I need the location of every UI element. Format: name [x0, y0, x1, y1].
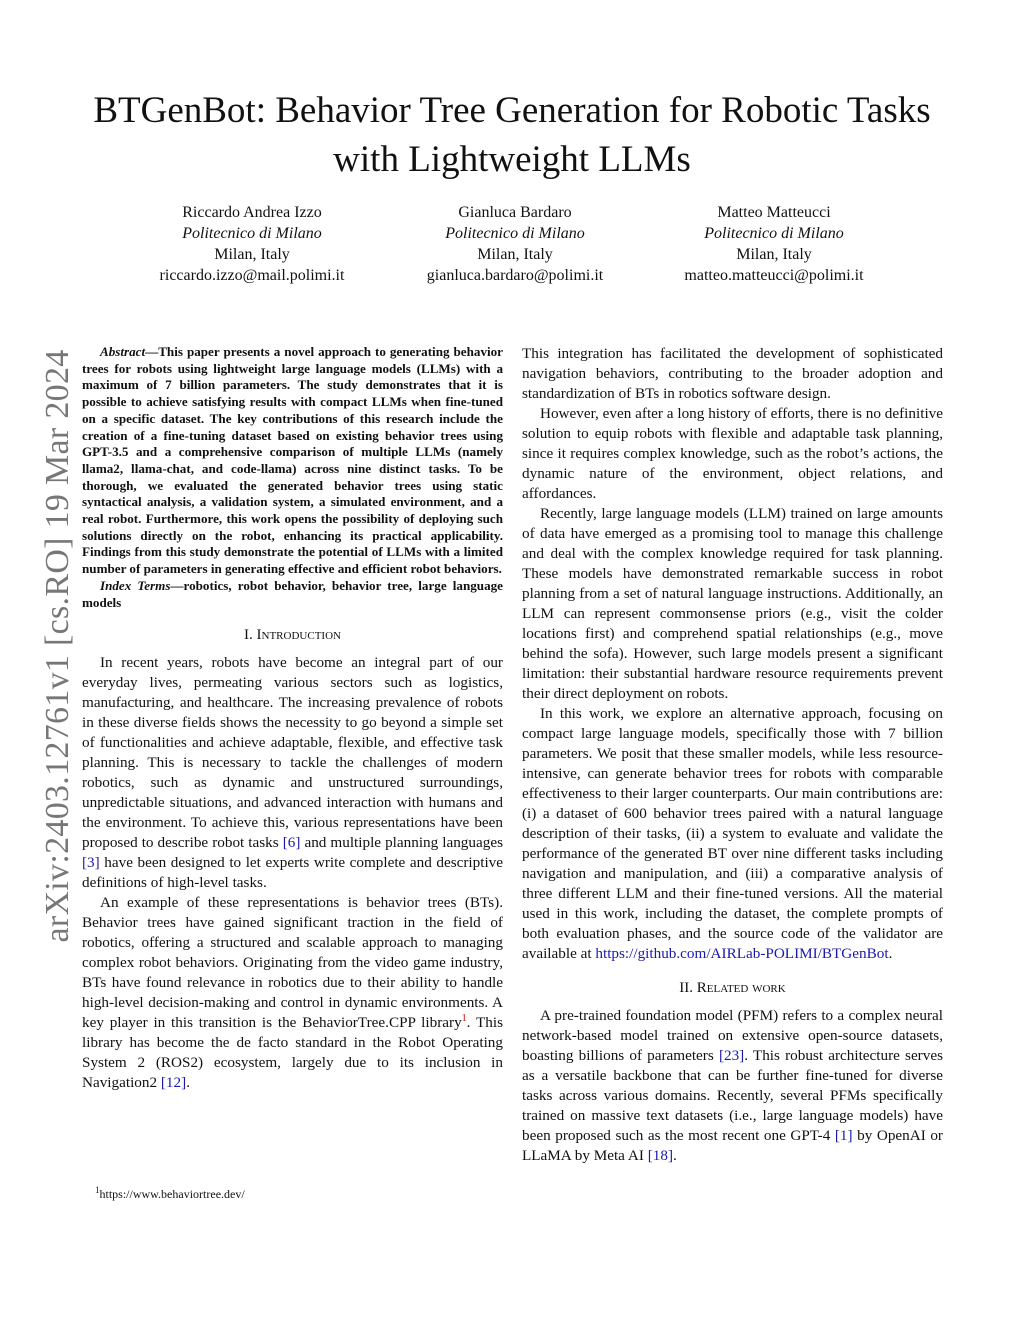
section-heading-related-work: II. Related work — [679, 980, 786, 996]
author-email: matteo.matteucci@polimi.it — [684, 267, 864, 284]
author-affiliation: Politecnico di Milano — [445, 225, 585, 242]
footnote-url[interactable]: https://www.behaviortree.dev/ — [99, 1187, 245, 1201]
author-name: Riccardo Andrea Izzo — [182, 204, 322, 221]
author-block-1 — [102, 202, 402, 286]
paper-title: BTGenBot: Behavior Tree Generation for Robotic Tasks with Lightweight LLMs — [93, 90, 931, 180]
paragraph: A pre-trained foundation model (PFM) refers to a complex neural network-based model trained on extensive open-source datasets, boasting billions of parameters [23]. This robust architecture serves as a versatile backbone that can be further fine-tuned for diverse tasks across various domains. Recently, several PFMs specifically trained on massive text datasets (i.e., large language models) have been proposed such as the most recent one GPT-4 [1] by OpenAI or LLaMA by Meta AI [18]. — [522, 1007, 943, 1164]
author-affiliation: Politecnico di Milano — [704, 225, 844, 242]
citation-link[interactable]: [6] — [282, 834, 301, 852]
paragraph: In this work, we explore an alternative approach, focusing on compact large language models, specifically those with 7 billion parameters. We posit that these smaller models, while less resource-intensive, can generate behavior trees for robots with comparable effectiveness to their larger counterparts. Our main contributions are: (i) a dataset of 600 behavior trees paired with a natural language description of their tasks, (ii) a system to evaluate and validate the performance of the generated BT over nine different tasks including navigation and manipulation, and (iii) a comparative analysis of three different LLM and their fine-tuned versions. All the material used in this work, including the dataset, the complete prompts of both evaluation phases, and the source code of the validator are available at https://github.com/AIRLab-POLIMI/BTGenBot. — [522, 705, 943, 962]
right-column — [522, 344, 943, 1166]
author-location: Milan, Italy — [477, 246, 553, 263]
abstract-text: —This paper presents a novel approach to generating behavior trees for robots using lightweight large language models (LLMs) with a maximum of 7 billion parameters. The study demonstrates that it is possible to achieve satisfying results with compact LLMs when fine-tuned on a specific dataset. The key contributions of this research include the creation of a fine-tuning dataset based on existing behavior trees using GPT-3.5 and a comprehensive comparison of multiple LLMs (namely llama2, llama-chat, and code-llama) across nine distinct tasks. To be thorough, we evaluated the generated behavior trees using static syntactical analysis, a validation system, a simulated environment, and a real robot. Furthermore, this work opens the possibility of deploying such solutions directly on the robot, enhancing its practical applicability. Findings from this study demonstrate the potential of LLMs with a limited number of parameters in generating effective and efficient robot behaviors. — [82, 344, 503, 577]
github-link[interactable]: https://github.com/AIRLab-POLIMI/BTGenBot — [595, 945, 889, 962]
author-affiliation: Politecnico di Milano — [182, 225, 322, 242]
citation-link[interactable]: [12] — [160, 1074, 187, 1092]
arxiv-stamp: arXiv:2403.12761v1 [cs.RO] 19 Mar 2024 — [39, 349, 76, 943]
section-heading-introduction: I. Introduction — [244, 627, 341, 644]
paragraph: In recent years, robots have become an integral part of our everyday lives, permeating various sectors such as logistics, manufacturing, and healthcare. The increasing prevalence of robots in these diverse fields shows the necessity to go beyond a simple set of functionalities and achieve adaptable, flexible, and effective task planning. This is necessary to tackle the challenges of modern robotics, such as dynamic and unstructured surroundings, unpredictable situations, and advanced interaction with humans and the environment. To achieve this, various representations have been proposed to describe robot tasks [6] and multiple planning languages [3] have been designed to let experts write complete and descriptive definitions of high-level tasks. — [82, 654, 503, 892]
paragraph: This integration has facilitated the development of sophisticated navigation behaviors, contributing to the broader adoption and standardization of BTs in robotics software design. — [522, 345, 943, 402]
footnote: $^1$https://www.behaviortree.dev/ — [95, 1185, 245, 1201]
author-name: Gianluca Bardaro — [458, 204, 572, 221]
left-column — [82, 344, 503, 1093]
abstract-label: Abstract — [100, 344, 146, 359]
author-location: Milan, Italy — [736, 246, 812, 263]
citation-link[interactable]: [18] — [647, 1147, 674, 1164]
author-block-3 — [624, 202, 924, 286]
abstract — [82, 344, 503, 578]
index-terms — [82, 578, 503, 611]
paragraph: An example of these representations is behavior trees (BTs). Behavior trees have gained significant traction in the field of robotics, offering a structured and scalable approach to managing complex robot behaviors. Originating from the video game industry, BTs have found relevance in robotics due to their ability to handle high-level decision-making and control in dynamic environments. A key player in this transition is the BehaviorTree.CPP library$^1$. This library has become the de facto standard in the Robot Operating System 2 (ROS2) ecosystem, largely due to its inclusion in Navigation2 [12]. — [82, 894, 503, 1092]
paragraph: However, even after a long history of efforts, there is no definitive solution to equip robots with flexible and adaptable task planning, since it requires complex knowledge, such as the robot’s actions, the dynamic nature of the environment, object relations, and affordances. — [522, 405, 943, 502]
footnote-marker[interactable]: 1 — [461, 1013, 467, 1025]
author-email: gianluca.bardaro@polimi.it — [426, 267, 604, 284]
author-block-2 — [365, 202, 665, 286]
citation-link[interactable]: [23] — [718, 1047, 745, 1064]
index-terms-text: —robotics, robot behavior, behavior tree, large language models — [82, 577, 503, 610]
author-name: Matteo Matteucci — [717, 204, 831, 221]
index-terms-label: Index Terms — [100, 577, 171, 593]
author-email: riccardo.izzo@mail.polimi.it — [159, 267, 345, 284]
paragraph: Recently, large language models (LLM) trained on large amounts of data have emerged as a promising tool to manage this challenge and deal with the complex knowledge required for task planning. These models have demonstrated remarkable success in robot planning from a set of natural language instructions. Additionally, an LLM can represent commonsense priors (e.g., visit the colder locations first) and comprehend spatial relationships (e.g., move behind the sofa). However, such large models present a significant limitation: their substantial hardware resource requirements prevent their direct deployment on robots. — [522, 505, 943, 702]
author-location: Milan, Italy — [214, 246, 290, 263]
citation-link[interactable]: [3] — [82, 854, 100, 872]
citation-link[interactable]: [1] — [834, 1127, 853, 1144]
